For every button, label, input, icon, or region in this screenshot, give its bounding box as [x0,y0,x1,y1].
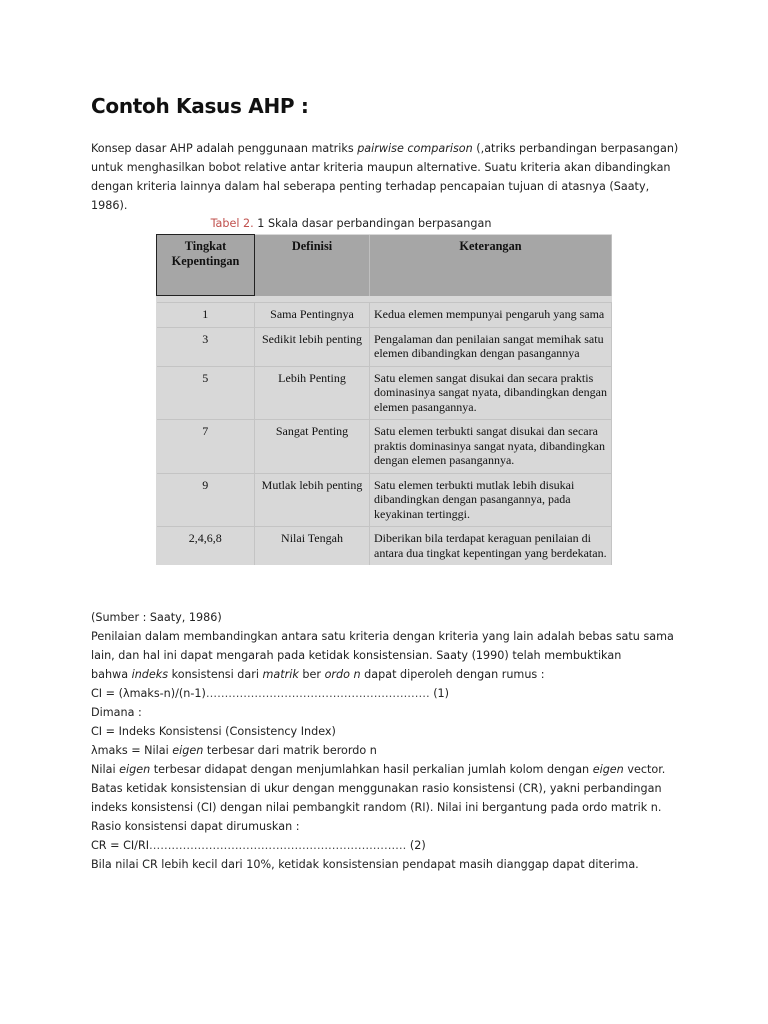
caption-number: Tabel 2. [210,217,254,230]
caption-text: 1 Skala dasar perbandingan berpasangan [253,217,492,230]
header-definition: Definisi [255,235,370,296]
italic-run: matrik [262,668,299,681]
text-run: dapat diperoleh dengan rumus : [360,668,545,681]
cell-definition: Sangat Penting [255,420,370,474]
cell-definition: Nilai Tengah [255,527,370,566]
body-text [91,608,686,874]
formula-cr [91,836,686,855]
cell-level: 3 [157,327,255,366]
cell-level: 5 [157,366,255,420]
text-run: konsistensi dari [168,668,263,681]
table-header-row [157,235,612,296]
header-level: Tingkat Kepentingan [157,235,255,296]
cell-description: Kedua elemen mempunyai pengaruh yang sama [370,303,612,328]
italic-run: ordo n [324,668,361,681]
intro-text-b: (,atriks perbandingan berpasangan) untuk menghasilkan bobot relative antar kriteria maupun alternative. Suatu kriteria akan dibandingkan dengan kriteria lainnya dalam hal seberapa penting terhadap pencapaian tujuan di atasnya (Saaty, 1986). [91,142,679,212]
header-description: Keterangan [370,235,612,296]
intro-italic: pairwise comparison [357,142,473,155]
italic-run: eigen [592,763,624,776]
eigen-line [91,760,686,779]
formula-text: CI = (λmaks-n)/(n-1) [91,687,206,700]
intro-paragraph [91,139,681,215]
text-run: λmaks = Nilai [91,744,173,757]
dimana-line: Dimana : [91,706,142,719]
table-row [157,420,612,474]
text-run: ber [298,668,325,681]
cell-description: Pengalaman dan penilaian sangat memihak satu elemen dibandingkan dengan pasangannya [370,327,612,366]
ci-definition: CI = Indeks Konsistensi (Consistency Index) [91,725,336,738]
paragraph-line: Batas ketidak konsistensian di ukur dengan menggunakan rasio konsistensi (CR), yakni perbandingan [91,782,662,795]
table-row [157,366,612,420]
paragraph-line [91,665,686,684]
page-title: Contoh Kasus AHP : [91,94,309,118]
text-run: terbesar didapat dengan menjumlahkan hasil perkalian jumlah kolom dengan [150,763,593,776]
cell-level: 2,4,6,8 [157,527,255,566]
table-row [157,327,612,366]
italic-run: eigen [172,744,204,757]
cell-definition: Sama Pentingnya [255,303,370,328]
cell-definition: Mutlak lebih penting [255,473,370,527]
cell-description: Diberikan bila terdapat keraguan penilaian di antara dua tingkat kepentingan yang berdekatan. [370,527,612,566]
formula-dots: …………………………………………………………… [149,839,407,852]
source-line: (Sumber : Saaty, 1986) [91,611,222,624]
cell-level: 1 [157,303,255,328]
table-row [157,527,612,566]
text-run: bahwa [91,668,132,681]
closing-line: Bila nilai CR lebih kecil dari 10%, ketidak konsistensian pendapat masih dianggap dapat diterima. [91,858,639,871]
formula-ci [91,684,686,703]
cell-level: 7 [157,420,255,474]
formula-number: (2) [406,839,426,852]
cell-description: Satu elemen sangat disukai dan secara praktis dominasinya sangat nyata, dibandingkan dengan elemen pasangannya. [370,366,612,420]
text-run: terbesar dari matrik berordo n [203,744,377,757]
formula-dots: …………………………………………………… [205,687,430,700]
cell-level: 9 [157,473,255,527]
formula-number: (1) [429,687,450,700]
cell-description: Satu elemen terbukti sangat disukai dan secara praktis dominasinya sangat nyata, dibandingkan dengan elemen pasangannya. [370,420,612,474]
lambda-definition [91,741,686,760]
table-row [157,303,612,328]
paragraph-line: indeks konsistensi (CI) dengan nilai pembangkit random (RI). Nilai ini bergantung pada ordo matrik n. [91,801,662,814]
paragraph-line: lain, dan hal ini dapat mengarah pada ketidak konsistensian. Saaty (1990) telah membuktikan [91,649,622,662]
paragraph-line: Penilaian dalam membandingkan antara satu kriteria dengan kriteria yang lain adalah bebas satu sama [91,630,674,643]
scale-table [156,234,612,565]
italic-run: eigen [119,763,151,776]
text-run: vector. [623,763,666,776]
text-run: Nilai [91,763,120,776]
table-row [157,473,612,527]
rasio-line: Rasio konsistensi dapat dirumuskan : [91,820,300,833]
italic-run: indeks [131,668,169,681]
cell-definition: Lebih Penting [255,366,370,420]
cell-description: Satu elemen terbukti mutlak lebih disukai dibandingkan dengan pasangannya, pada keyakinan tertinggi. [370,473,612,527]
cell-definition: Sedikit lebih penting [255,327,370,366]
intro-text-a: Konsep dasar AHP adalah penggunaan matriks [91,142,358,155]
table-caption [91,217,611,230]
formula-text: CR = CI/RI [91,839,150,852]
